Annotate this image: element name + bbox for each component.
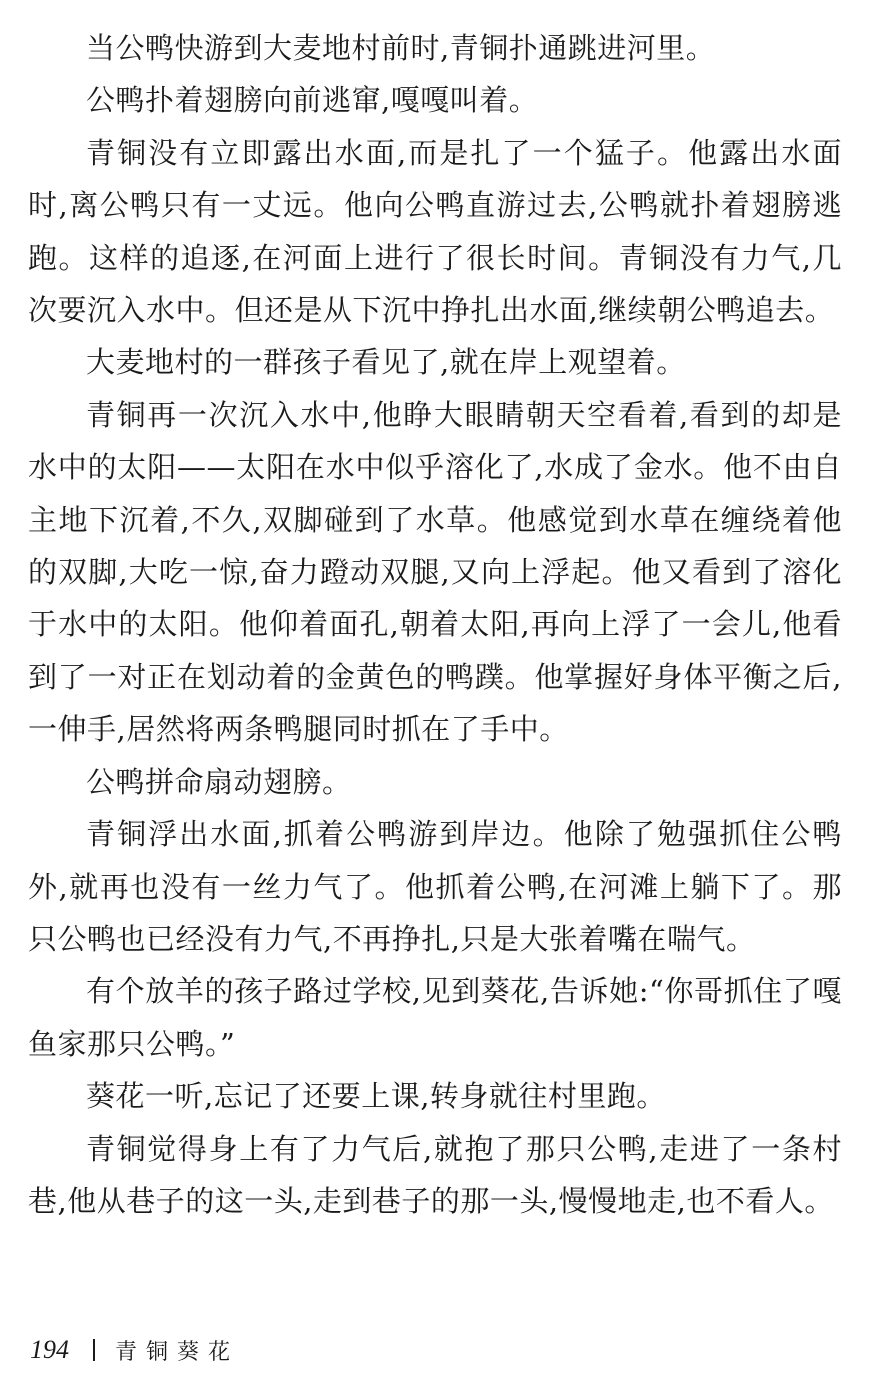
paragraph: 青铜觉得身上有了力气后,就抱了那只公鸭,走进了一条村巷,他从巷子的这一头,走到巷子的那一头,慢慢地走,也不看人。	[28, 1131, 842, 1218]
page-footer	[30, 1330, 239, 1370]
paragraph: 公鸭扑着翅膀向前逃窜,嘎嘎叫着。	[86, 83, 539, 118]
paragraph: 青铜浮出水面,抓着公鸭游到岸边。他除了勉强抓住公鸭外,就再也没有一丝力气了。他抓着公鸭,在河滩上躺下了。那只公鸭也已经没有力气,不再挣扎,只是大张着嘴在喘气。	[28, 817, 842, 956]
text-body	[28, 22, 842, 1227]
footer-divider	[93, 1339, 95, 1361]
paragraph: 公鸭拼命扇动翅膀。	[86, 764, 352, 799]
paragraph: 葵花一听,忘记了还要上课,转身就往村里跑。	[86, 1079, 666, 1114]
paragraph: 大麦地村的一群孩子看见了,就在岸上观望着。	[86, 345, 686, 380]
paragraph: 青铜没有立即露出水面,而是扎了一个猛子。他露出水面时,离公鸭只有一丈远。他向公鸭直游过去,公鸭就扑着翅膀逃跑。这样的追逐,在河面上进行了很长时间。青铜没有力气,几次要沉入水中。但还是从下沉中挣扎出水面,继续朝公鸭追去。	[28, 135, 842, 328]
paragraph: 当公鸭快游到大麦地村前时,青铜扑通跳进河里。	[86, 31, 716, 65]
paragraph: 有个放羊的孩子路过学校,见到葵花,告诉她:“你哥抓住了嘎鱼家那只公鸭。”	[28, 974, 842, 1061]
page-number: 194	[30, 1335, 69, 1364]
running-title: 青铜葵花	[115, 1339, 240, 1365]
paragraph: 青铜再一次沉入水中,他睁大眼睛朝天空看着,看到的却是水中的太阳——太阳在水中似乎溶化了,水成了金水。他不由自主地下沉着,不久,双脚碰到了水草。他感觉到水草在缠绕着他的双脚,大吃一惊,奋力蹬动双腿,又向上浮起。他又看到了溶化于水中的太阳。他仰着面孔,朝着太阳,再向上浮了一会儿,他看到了一对正在划动着的金黄色的鸭蹼。他掌握好身体平衡之后,一伸手,居然将两条鸭腿同时抓在了手中。	[28, 397, 842, 747]
